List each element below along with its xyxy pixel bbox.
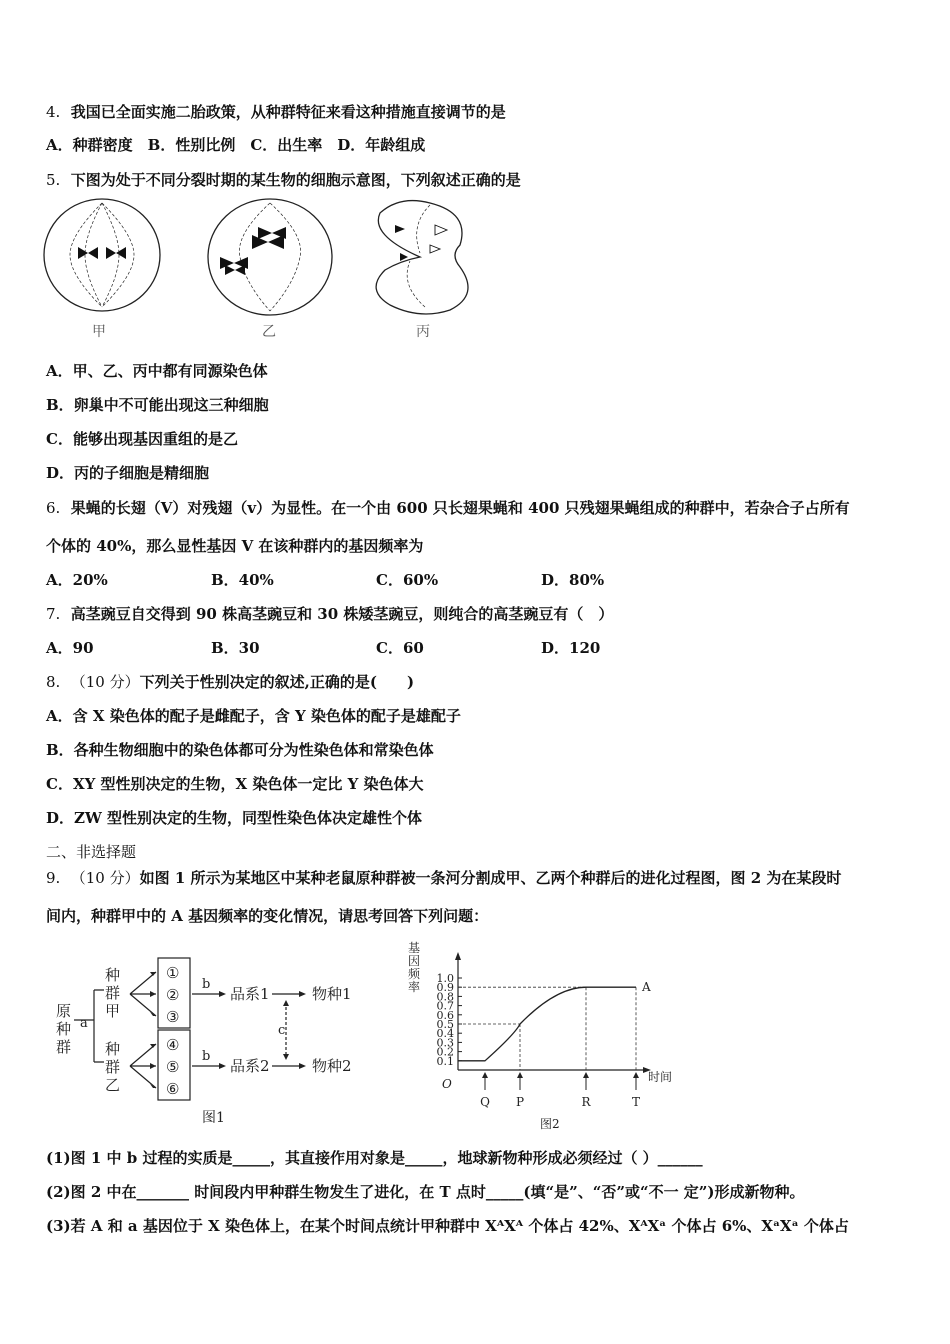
circle-1: ① — [166, 964, 180, 982]
fig1-origin-3: 群 — [56, 1038, 72, 1056]
figure-2-chart — [400, 938, 700, 1138]
svg-text:种: 种 — [105, 966, 121, 984]
y-tick-label-0.4: 0.4 — [436, 1027, 454, 1041]
section-title: 二、非选择题 — [46, 843, 137, 861]
fig1-strain1: 品系1 — [230, 985, 270, 1003]
q5-option-b: B．卵巢中不可能出现这三种细胞 — [46, 396, 269, 414]
y-tick-label-0.3: 0.3 — [436, 1036, 454, 1050]
cell-label-yi: 乙 — [262, 324, 276, 340]
x-marker-arrow-T — [633, 1072, 639, 1078]
cell-division-figure — [40, 195, 480, 345]
cell-label-bing: 丙 — [416, 324, 430, 340]
circle-2: ② — [166, 986, 180, 1004]
q5-option-d: D．丙的子细胞是精细胞 — [46, 464, 210, 482]
q7-option-a: A．90 — [46, 639, 94, 657]
q8-option-d: D．ZW 型性别决定的生物，同型性染色体决定雄性个体 — [46, 809, 423, 827]
figure-1 — [50, 950, 370, 1130]
q6-option-c: C．60% — [376, 571, 439, 589]
q8-option-c: C．XY 型性别决定的生物，X 染色体一定比 Y 染色体大 — [46, 775, 424, 793]
y-tick-label-0.5: 0.5 — [436, 1018, 454, 1031]
q6-option-b: B．40% — [211, 571, 274, 589]
x-marker-label-Q: Q — [480, 1095, 490, 1109]
fig2-ylabel-3: 频 — [408, 967, 421, 981]
q7-option-b: B．30 — [211, 639, 260, 657]
x-marker-label-T: T — [631, 1095, 641, 1109]
q8-option-a: A．含 X 染色体的配子是雌配子，含 Y 染色体的配子是雄配子 — [46, 707, 461, 725]
x-marker-arrow-Q — [482, 1072, 488, 1078]
circle-5: ⑤ — [166, 1058, 180, 1076]
fig2-ylabel-1: 基 — [408, 941, 421, 955]
fig1-origin-2: 种 — [56, 1020, 72, 1038]
y-tick-label-0.6: 0.6 — [436, 1008, 454, 1022]
q8-stem: 8. （10 分）下列关于性别决定的叙述,正确的是( ) — [46, 673, 415, 691]
q5-stem: 5. 下图为处于不同分裂时期的某生物的细胞示意图，下列叙述正确的是 — [46, 171, 521, 189]
circle-4: ④ — [166, 1036, 180, 1054]
series-A-label: A — [642, 980, 651, 995]
q6-option-a: A．20% — [46, 571, 108, 589]
y-tick-label-0.9: 0.9 — [436, 981, 454, 995]
q7-stem: 7. 高茎豌豆自交得到 90 株高茎豌豆和 30 株矮茎豌豆，则纯合的高茎豌豆有（ ） — [46, 605, 614, 623]
x-marker-label-P: P — [515, 1095, 525, 1109]
fig1-c: c — [278, 1023, 286, 1038]
y-tick-label-1.0: 1.0 — [436, 972, 454, 985]
q8-option-b: B．各种生物细胞中的染色体都可分为性染色体和常染色体 — [46, 741, 434, 759]
fig1-a: a — [80, 1016, 88, 1031]
q6-option-d: D．80% — [541, 571, 605, 589]
circle-6: ⑥ — [166, 1080, 180, 1098]
cell-yi — [208, 199, 332, 315]
svg-text:乙: 乙 — [105, 1076, 121, 1094]
q9-stem-2: 间内，种群甲中的 A 基因频率的变化情况，请思考回答下列问题： — [46, 907, 489, 925]
y-tick-label-0.8: 0.8 — [436, 990, 454, 1004]
q9-stem-1: 9. （10 分）如图 1 所示为某地区中某种老鼠原种群被一条河分割成甲、乙两个种群后的进化过程图，图 2 为在某段时 — [46, 869, 842, 887]
svg-text:群: 群 — [105, 984, 121, 1002]
fig2-ylabel-2: 因 — [408, 954, 421, 968]
cell-bing — [376, 201, 468, 314]
x-marker-arrow-R — [583, 1072, 589, 1078]
q9-sub2: (2)图 2 中在_______ 时间段内甲种群生物发生了进化，在 T 点时_____(填“是”、“否”或“不一 定”)形成新物种。 — [46, 1183, 805, 1201]
fig1-species2: 物种2 — [312, 1057, 352, 1075]
q9-sub1: (1)图 1 中 b 过程的实质是_____，其直接作用对象是_____，地球新物种形成必须经过（ ）______ — [46, 1149, 703, 1167]
q4-stem: 4. 我国已全面实施二胎政策，从种群特征来看这种措施直接调节的是 — [46, 103, 506, 121]
x-marker-label-R: R — [581, 1095, 591, 1109]
fig2-xlabel: 时间 — [648, 1070, 673, 1084]
x-marker-arrow-P — [517, 1072, 523, 1078]
fig1-strain2: 品系2 — [230, 1057, 270, 1075]
q7-option-c: C．60 — [376, 639, 424, 657]
fig1-caption: 图1 — [202, 1110, 225, 1126]
q4-options: A．种群密度 B．性别比例 C．出生率 D．年龄组成 — [46, 136, 426, 154]
q5-option-c: C．能够出现基因重组的是乙 — [46, 430, 238, 448]
q9-sub3: (3)若 A 和 a 基因位于 X 染色体上，在某个时间点统计甲种群中 XᴬXᴬ 个体占 42%、XᴬXᵃ 个体占 6%、XᵃXᵃ 个体占 — [46, 1217, 849, 1235]
fig2-caption: 图2 — [540, 1117, 560, 1131]
y-tick-label-0.7: 0.7 — [436, 999, 454, 1013]
y-tick-label-0.2: 0.2 — [436, 1045, 454, 1059]
svg-text:甲: 甲 — [105, 1002, 121, 1020]
cell-label-jia: 甲 — [92, 324, 106, 340]
fig1-origin-1: 原 — [56, 1002, 72, 1020]
q6-stem-2: 个体的 40%，那么显性基因 V 在该种群内的基因频率为 — [46, 537, 424, 555]
fig2-origin: O — [442, 1077, 452, 1091]
fig1-species1: 物种1 — [312, 985, 352, 1003]
svg-text:群: 群 — [105, 1058, 121, 1076]
fig2-ylabel-4: 率 — [408, 980, 421, 994]
y-axis-arrow — [455, 952, 461, 960]
cell-jia — [44, 199, 160, 311]
circle-3: ③ — [166, 1008, 180, 1026]
q5-option-a: A．甲、乙、丙中都有同源染色体 — [46, 362, 268, 380]
fig1-b-top: b — [202, 977, 211, 992]
q6-stem-1: 6. 果蝇的长翅（V）对残翅（v）为显性。在一个由 600 只长翅果蝇和 400 只残翅果蝇组成的种群中，若杂合子占所有 — [46, 499, 850, 517]
y-tick-label-0.1: 0.1 — [436, 1054, 454, 1068]
fig1-b-bottom: b — [202, 1049, 211, 1064]
q7-option-d: D．120 — [541, 639, 601, 657]
svg-text:种: 种 — [105, 1040, 121, 1058]
